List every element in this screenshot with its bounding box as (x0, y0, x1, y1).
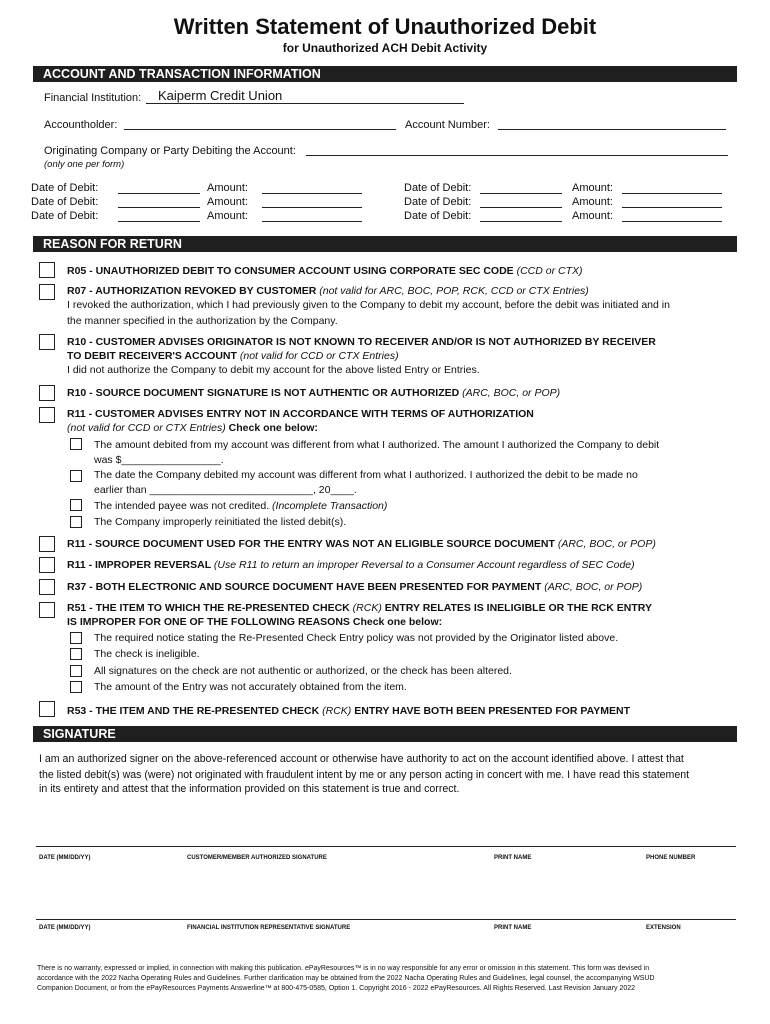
account-number-label: Account Number: (405, 119, 490, 131)
r10-not-known-text: I did not authorize the Company to debit my account for the above listed Entry or Entries. (67, 364, 480, 376)
r11-option-date-checkbox[interactable] (70, 470, 82, 482)
amount-label: Amount: (572, 210, 613, 222)
r11-terms-checkbox[interactable] (39, 407, 55, 423)
date-of-debit-field[interactable] (118, 195, 200, 208)
amount-field[interactable] (262, 209, 362, 222)
r11-improper-reversal-checkbox[interactable] (39, 557, 55, 573)
financial-institution-field[interactable] (146, 87, 464, 104)
r53-label: R53 - THE ITEM AND THE RE-PRESENTED CHECK (RCK) ENTRY HAVE BOTH BEEN PRESENTED FOR PAYMENT (67, 705, 630, 717)
form-subtitle: for Unauthorized ACH Debit Activity (282, 41, 488, 55)
r37-checkbox[interactable] (39, 579, 55, 595)
r51-option-amount-text: The amount of the Entry was not accurately obtained from the item. (94, 681, 407, 693)
r51-label-2: IS IMPROPER FOR ONE OF THE FOLLOWING REASONS Check one below: (67, 616, 443, 628)
r10-not-known-checkbox[interactable] (39, 334, 55, 350)
customer-signature-line[interactable] (36, 836, 736, 847)
r10-signature-label: R10 - SOURCE DOCUMENT SIGNATURE IS NOT AUTHENTIC OR AUTHORIZED (ARC, BOC, or POP) (67, 387, 561, 399)
financial-institution-value: Kaiperm Credit Union (158, 88, 283, 103)
extension-label: EXTENSION (646, 925, 681, 931)
section-account-header: ACCOUNT AND TRANSACTION INFORMATION (33, 66, 737, 82)
amount-field[interactable] (622, 181, 722, 194)
r51-option-ineligible-text: The check is ineligible. (94, 648, 200, 660)
date-of-debit-label: Date of Debit: (404, 182, 472, 194)
r51-option-ineligible-checkbox[interactable] (70, 648, 82, 660)
attestation-line-1: I am an authorized signer on the above-referenced account or otherwise have authority to act on the account identified above. I attest that (39, 753, 684, 765)
financial-institution-label: Financial Institution: (44, 92, 142, 104)
r10-not-known-label-2: TO DEBIT RECEIVER'S ACCOUNT (not valid for CCD or CTX Entries) (67, 350, 399, 362)
amount-field[interactable] (622, 195, 722, 208)
r07-text-2: the manner specified in the authorization by the Company. (67, 315, 338, 327)
r07-text-1: I revoked the authorization, which I had previously given to the Company to debit my account, before the debit was initiated and in (67, 299, 670, 311)
customer-signature-label: CUSTOMER/MEMBER AUTHORIZED SIGNATURE (187, 855, 327, 861)
date-of-debit-field[interactable] (118, 209, 200, 222)
r11-option-payee-checkbox[interactable] (70, 499, 82, 511)
r05-checkbox[interactable] (39, 262, 55, 278)
r11-terms-label: R11 - CUSTOMER ADVISES ENTRY NOT IN ACCORDANCE WITH TERMS OF AUTHORIZATION (67, 408, 534, 420)
representative-signature-label: FINANCIAL INSTITUTION REPRESENTATIVE SIGNATURE (187, 925, 351, 931)
r11-option-amount-checkbox[interactable] (70, 438, 82, 450)
r51-checkbox[interactable] (39, 602, 55, 618)
r11-option-reinitiated-checkbox[interactable] (70, 516, 82, 528)
date-of-debit-field[interactable] (480, 209, 562, 222)
attestation-line-3: in its entirety and attest that the information provided on this statement is true and correct. (39, 783, 460, 795)
section-reason-header: REASON FOR RETURN (33, 236, 737, 252)
r51-label: R51 - THE ITEM TO WHICH THE RE-PRESENTED CHECK (RCK) ENTRY RELATES IS INELIGIBLE OR THE RCK ENTRY (67, 602, 652, 614)
date-of-debit-field[interactable] (118, 181, 200, 194)
representative-signature-line[interactable] (36, 909, 736, 920)
accountholder-label: Accountholder: (44, 119, 118, 131)
originating-company-field[interactable] (306, 143, 728, 156)
r51-option-notice-checkbox[interactable] (70, 632, 82, 644)
phone-number-label: PHONE NUMBER (646, 855, 696, 861)
r11-option-amount-text-2: was $_________________. (94, 454, 224, 466)
amount-label: Amount: (572, 196, 613, 208)
r37-label: R37 - BOTH ELECTRONIC AND SOURCE DOCUMENT HAVE BEEN PRESENTED FOR PAYMENT (ARC, BOC, or POP) (67, 581, 643, 593)
r51-option-signatures-checkbox[interactable] (70, 665, 82, 677)
r53-checkbox[interactable] (39, 701, 55, 717)
sig-date-label-2: DATE (MM/DD/YY) (39, 925, 91, 931)
r51-option-amount-checkbox[interactable] (70, 681, 82, 693)
footer-line-3: Companion Document, or from the ePayResources Payments Answerline™ at 800-475-0585, Option 1. Copyright 2016 - 2022 ePayResources. All Rights Reserved. Last Revision January 2022 (37, 985, 636, 992)
print-name-label: PRINT NAME (494, 855, 532, 861)
r51-option-signatures-text: All signatures on the check are not authentic or authorized, or the check has been altered. (94, 665, 512, 677)
form-title: Written Statement of Unauthorized Debit (173, 14, 597, 39)
date-of-debit-field[interactable] (480, 181, 562, 194)
originating-company-label: Originating Company or Party Debiting the Account: (44, 145, 296, 157)
amount-label: Amount: (207, 210, 248, 222)
r11-option-date-text-2: earlier than ____________________________, 20____. (94, 484, 357, 496)
amount-field[interactable] (262, 181, 362, 194)
amount-label: Amount: (207, 182, 248, 194)
amount-field[interactable] (262, 195, 362, 208)
r10-signature-checkbox[interactable] (39, 385, 55, 401)
r05-label: R05 - UNAUTHORIZED DEBIT TO CONSUMER ACCOUNT USING CORPORATE SEC CODE (CCD or CTX) (67, 265, 583, 277)
r11-option-payee-text: The intended payee was not credited. (Incomplete Transaction) (94, 500, 388, 512)
r07-checkbox[interactable] (39, 284, 55, 300)
date-of-debit-label: Date of Debit: (404, 210, 472, 222)
account-number-field[interactable] (498, 117, 726, 130)
date-of-debit-label: Date of Debit: (404, 196, 472, 208)
r11-option-amount-text: The amount debited from my account was different from what I authorized. The amount I authorized the Company to debit (94, 439, 660, 451)
r10-not-known-label: R10 - CUSTOMER ADVISES ORIGINATOR IS NOT KNOWN TO RECEIVER AND/OR IS NOT AUTHORIZED BY RECEIVER (67, 336, 656, 348)
footer-line-1: There is no warranty, expressed or implied, in connection with making this publication. ePayResources™ is in no way responsible for any error or omission in this statement. This form was devised in (37, 965, 650, 972)
amount-label: Amount: (572, 182, 613, 194)
amount-field[interactable] (622, 209, 722, 222)
date-of-debit-field[interactable] (480, 195, 562, 208)
one-per-form-note: (only one per form) (44, 159, 125, 170)
r11-terms-label-2: (not valid for CCD or CTX Entries) Check one below: (67, 422, 318, 434)
r51-option-notice-text: The required notice stating the Re-Presented Check Entry policy was not provided by the Originator listed above. (94, 632, 619, 644)
section-signature-header: SIGNATURE (33, 726, 737, 742)
amount-label: Amount: (207, 196, 248, 208)
r11-improper-reversal-label: R11 - IMPROPER REVERSAL (Use R11 to return an improper Reversal to a Consumer Account regardless of SEC Code) (67, 559, 635, 571)
r11-source-document-checkbox[interactable] (39, 536, 55, 552)
print-name-label-2: PRINT NAME (494, 925, 532, 931)
attestation-line-2: the listed debit(s) was (were) not originated with fraudulent intent by me or any person acting in concert with me. I have read this statement (39, 769, 690, 781)
date-of-debit-label: Date of Debit: (31, 196, 99, 208)
r11-option-reinitiated-text: The Company improperly reinitiated the listed debit(s). (94, 516, 347, 528)
date-of-debit-label: Date of Debit: (31, 182, 99, 194)
r11-option-date-text: The date the Company debited my account was different from what I authorized. I authorized the debit to be made no (94, 469, 638, 481)
sig-date-label: DATE (MM/DD/YY) (39, 855, 91, 861)
accountholder-field[interactable] (124, 117, 396, 130)
r11-source-document-label: R11 - SOURCE DOCUMENT USED FOR THE ENTRY WAS NOT AN ELIGIBLE SOURCE DOCUMENT (ARC, BOC, or POP) (67, 538, 656, 550)
r07-label: R07 - AUTHORIZATION REVOKED BY CUSTOMER (not valid for ARC, BOC, POP, RCK, CCD or CTX Entries) (67, 285, 589, 297)
footer-line-2: accordance with the 2022 Nacha Operating Rules and Guidelines. Further clarification may be obtained from the 2022 Nacha Operating Rules and Guidelines, legal counsel, the accompanying WSUD (37, 975, 655, 982)
date-of-debit-label: Date of Debit: (31, 210, 99, 222)
